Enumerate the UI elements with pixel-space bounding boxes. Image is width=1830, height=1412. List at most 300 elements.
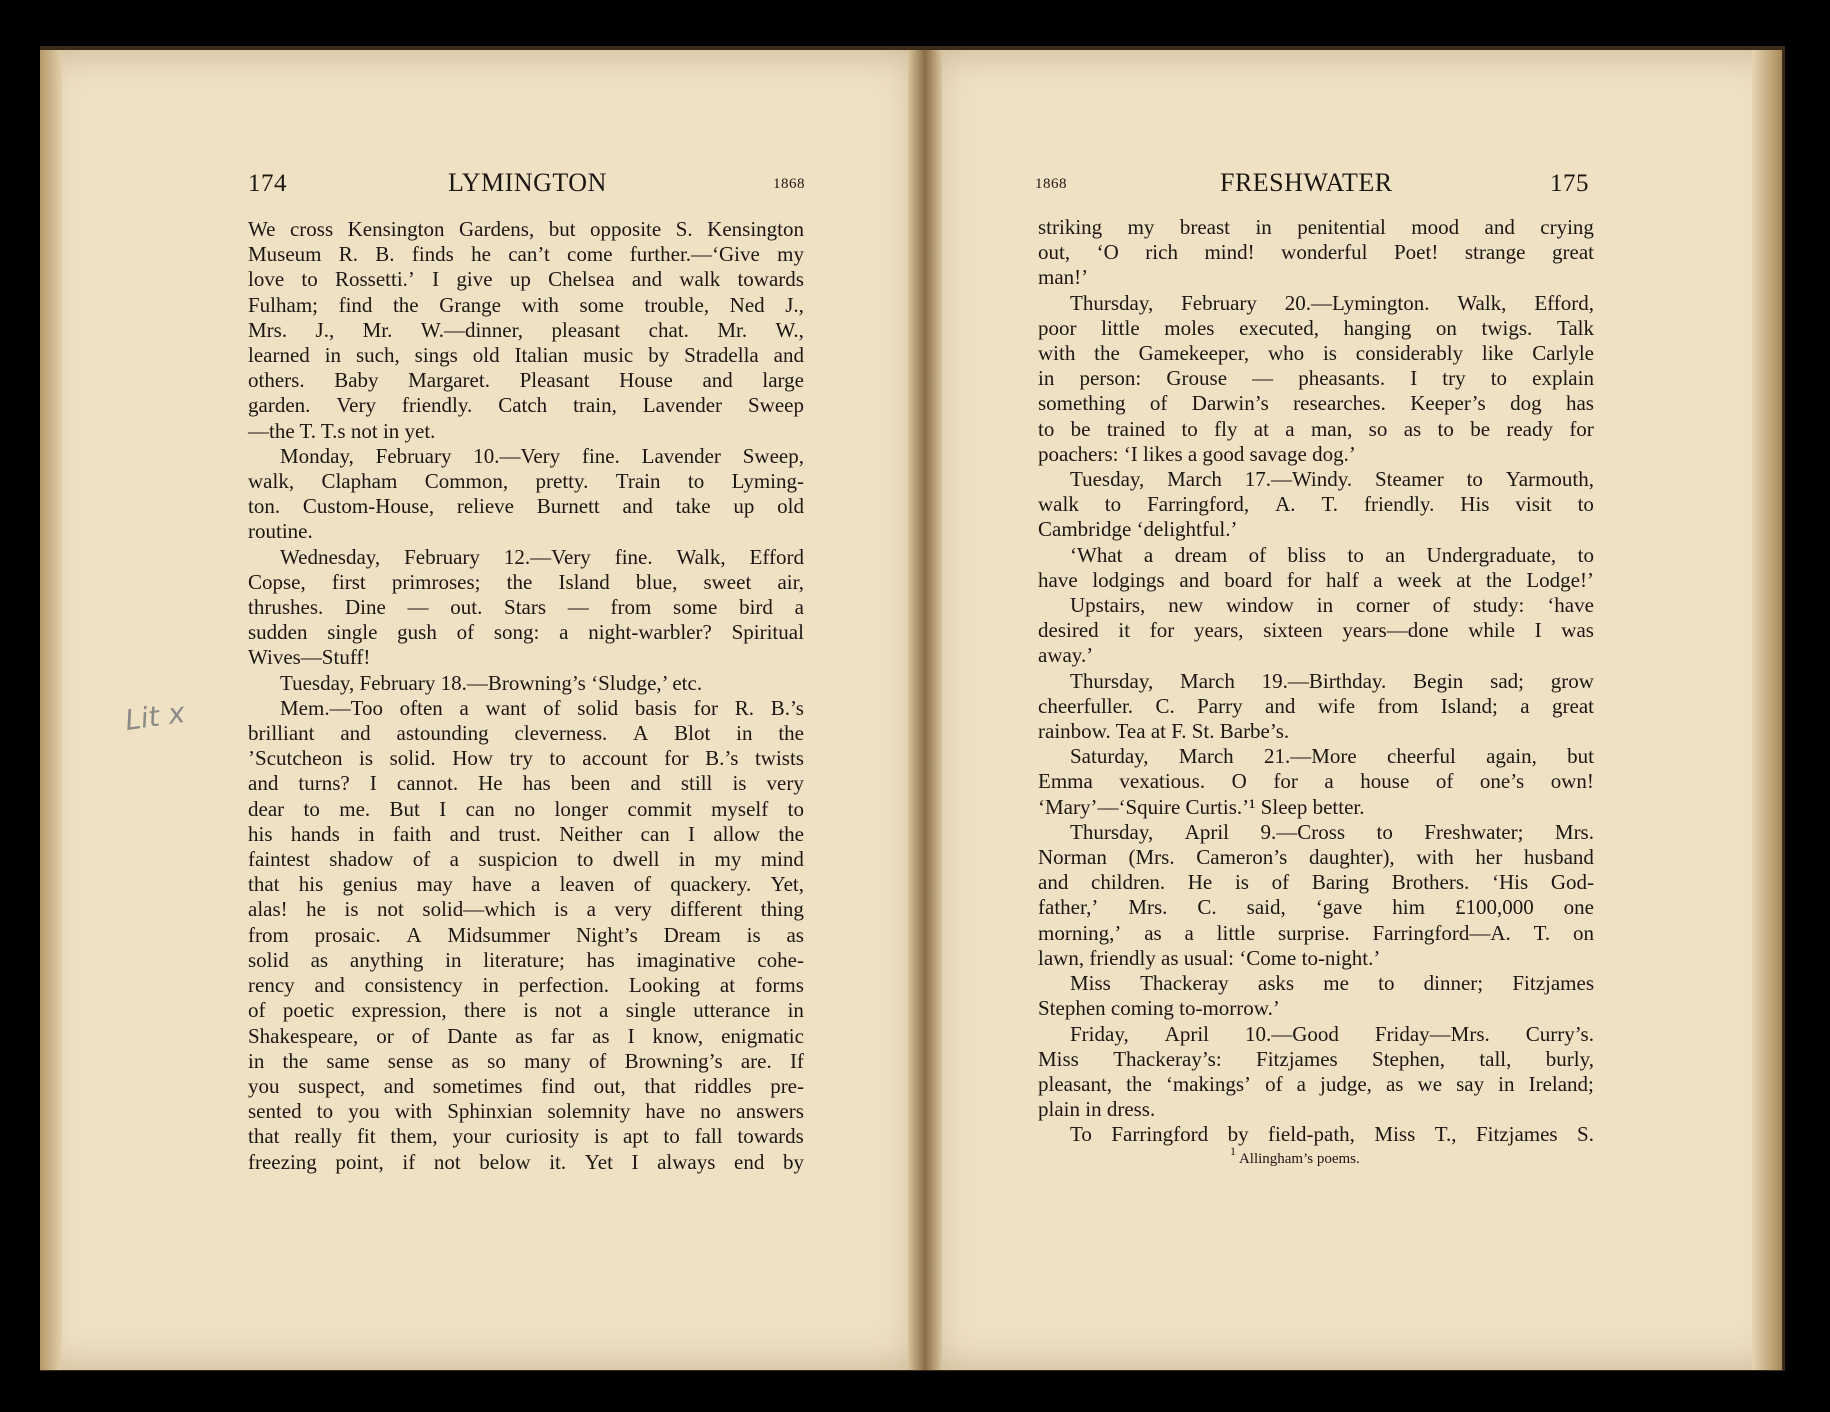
word: by — [782, 1149, 804, 1174]
word: to — [687, 469, 705, 494]
word: week — [1397, 567, 1442, 592]
text-line — [1038, 669, 1594, 694]
word: Friday, — [1070, 1021, 1129, 1046]
word: February — [404, 544, 480, 569]
word: quackery. — [670, 872, 752, 897]
word: relieve — [456, 494, 514, 519]
word: has — [1565, 391, 1594, 416]
word: ’Scutcheon — [248, 746, 343, 771]
word: 10.—Good — [1244, 1021, 1339, 1046]
word: walk — [1038, 492, 1079, 517]
word: in — [1316, 593, 1334, 618]
word: hanging — [1343, 315, 1412, 340]
word: the — [1486, 567, 1512, 592]
text-line — [1038, 467, 1594, 492]
word: pleasant — [551, 317, 621, 342]
word: walk — [679, 267, 721, 292]
word: I — [1410, 366, 1418, 391]
word: has — [586, 947, 615, 972]
word: Thursday, — [1070, 668, 1154, 693]
word: in — [736, 721, 753, 746]
word: strange — [1464, 240, 1526, 265]
word: Stephen, — [1372, 1046, 1445, 1071]
word: 17.—Windy. — [1244, 467, 1353, 492]
word: again, — [1486, 744, 1537, 769]
word: riddles — [694, 1073, 752, 1098]
word: in — [678, 847, 696, 872]
word: Miss — [1070, 971, 1111, 996]
word: bliss — [1287, 542, 1327, 567]
word: twigs. — [1481, 315, 1533, 340]
word: Very — [336, 393, 376, 418]
word: rich — [1145, 240, 1178, 265]
word: towards — [737, 1124, 804, 1149]
word: night-warbler? — [588, 620, 712, 645]
word: Fitzjames — [1512, 971, 1594, 996]
word: to — [1577, 492, 1594, 517]
word: he — [306, 897, 326, 922]
word: try — [1442, 366, 1466, 391]
word: great — [1552, 693, 1594, 718]
word: £100,000 — [1454, 895, 1534, 920]
word: not — [433, 1149, 461, 1174]
word: him — [1392, 895, 1425, 920]
word: a — [1143, 542, 1154, 567]
word: to — [787, 796, 804, 821]
word: Sweep, — [742, 443, 804, 468]
word: in — [1498, 1071, 1515, 1096]
word: Farringford—A. — [1372, 920, 1511, 945]
word: Gardens, — [458, 217, 535, 241]
word: my — [777, 242, 804, 267]
word: 21.—More — [1263, 744, 1357, 769]
word: to — [1038, 416, 1055, 441]
word: answers — [736, 1099, 804, 1124]
word: pretty. — [535, 469, 589, 494]
text-line — [1038, 593, 1594, 618]
word: Dream — [663, 922, 721, 947]
word: cohe- — [757, 947, 804, 972]
word: for — [1273, 769, 1298, 794]
word: Ned — [729, 292, 765, 317]
word: large — [762, 368, 804, 393]
word: Undergraduate, — [1426, 542, 1557, 567]
word: striking — [1038, 215, 1103, 239]
word: he — [471, 242, 491, 267]
text-line — [1038, 1122, 1594, 1147]
word: sad; — [1490, 668, 1524, 693]
word: my — [714, 847, 742, 872]
word: children. — [1091, 870, 1166, 895]
word: in — [1038, 366, 1055, 391]
word: trained — [1106, 416, 1166, 441]
word: Poet! — [1393, 240, 1439, 265]
word: said, — [1246, 895, 1286, 920]
word: 9.—Cross — [1260, 819, 1346, 844]
word: ‘makings’ — [1165, 1071, 1251, 1096]
word: thrushes. — [248, 595, 324, 620]
word: He — [1187, 870, 1213, 895]
word: Blot — [674, 721, 711, 746]
word: single — [327, 620, 378, 645]
word: fly — [1214, 416, 1238, 441]
word: that — [248, 1124, 280, 1149]
word: breast — [1179, 215, 1231, 239]
word: S. — [1577, 1122, 1594, 1147]
text-line — [1038, 240, 1594, 265]
text-line — [248, 545, 804, 570]
word: a — [1520, 693, 1530, 718]
word: Efford — [749, 544, 804, 569]
word: for — [693, 695, 719, 720]
word: no — [514, 796, 536, 821]
word: of — [1435, 769, 1454, 794]
word: in — [482, 973, 499, 998]
word: C. — [1197, 895, 1217, 920]
text-line — [1038, 366, 1594, 391]
word: is — [1322, 341, 1337, 366]
word: up — [509, 267, 531, 292]
word: longer — [554, 796, 609, 821]
word: to — [301, 267, 318, 292]
word: enigmatic — [721, 1023, 804, 1048]
word: I — [369, 771, 377, 796]
word: Carlyle — [1532, 341, 1594, 366]
text-line — [1038, 845, 1594, 870]
word: February — [1181, 290, 1257, 315]
word: moles — [1164, 315, 1215, 340]
word: Copse, — [248, 569, 306, 594]
word: April — [1164, 1021, 1209, 1046]
word: train, — [573, 393, 617, 418]
word: can — [640, 821, 670, 846]
word: crying — [1540, 215, 1594, 239]
word: ‘O — [1096, 240, 1119, 265]
word: March — [1178, 744, 1234, 769]
text-line — [1038, 870, 1594, 895]
text-line: Wives—Stuff! — [248, 645, 371, 670]
word: ‘His — [1491, 870, 1529, 895]
word: I — [432, 267, 440, 292]
word: Norman — [1038, 845, 1107, 870]
text-line: lawn, friendly as usual: ‘Come to-night.’ — [1038, 945, 1381, 970]
word: House — [619, 368, 673, 393]
word: morning,’ — [1038, 920, 1122, 945]
word: A — [406, 922, 422, 947]
word: literature; — [483, 947, 565, 972]
word: but — [548, 217, 576, 241]
word: R. — [734, 695, 754, 720]
word: I — [631, 1149, 639, 1174]
word: Sweep — [747, 393, 804, 418]
left-running-head — [248, 168, 808, 200]
word: of — [1248, 542, 1267, 567]
word: solid — [577, 695, 619, 720]
word: leaven — [559, 872, 615, 897]
word: Burnett — [536, 494, 600, 519]
word: the — [778, 821, 804, 846]
word: penitential — [1297, 215, 1386, 239]
word: Fitzjames — [1256, 1046, 1338, 1071]
word: can — [465, 796, 495, 821]
word: below — [479, 1149, 531, 1174]
word: a — [1296, 1071, 1306, 1096]
word: as — [1144, 920, 1162, 945]
word: finds — [411, 242, 454, 267]
word: utterance — [693, 998, 771, 1023]
word: Miss — [1038, 1046, 1079, 1071]
word: out. — [450, 595, 483, 620]
word: surprise. — [1277, 920, 1350, 945]
left-body-text — [248, 217, 804, 1175]
word: twists — [754, 746, 804, 771]
text-line: Cambridge ‘delightful.’ — [1038, 517, 1238, 542]
left-page-edge — [40, 50, 62, 1370]
text-line — [1038, 291, 1594, 316]
word: friendly. — [401, 393, 473, 418]
word: to — [1490, 366, 1508, 391]
word: gush — [397, 620, 437, 645]
word: of — [633, 872, 652, 897]
word: and — [248, 771, 279, 796]
word: Lavender — [641, 443, 721, 468]
word: Island; — [1440, 693, 1498, 718]
right-page-title: FRESHWATER — [1220, 168, 1393, 197]
word: O — [1231, 769, 1247, 794]
word: Island — [558, 569, 610, 594]
word: if — [402, 1149, 416, 1174]
word: I — [1534, 618, 1542, 643]
footnote-marker: 1 — [1230, 1144, 1236, 1158]
word: often — [399, 695, 443, 720]
word: so — [1368, 416, 1388, 441]
word: cleverness. — [514, 721, 608, 746]
word: little — [1216, 920, 1256, 945]
word: R. — [338, 242, 359, 267]
word: of — [456, 620, 475, 645]
word: Emma — [1038, 769, 1093, 794]
word: consistency — [364, 973, 463, 998]
word: years—done — [1342, 618, 1449, 643]
text-line — [248, 368, 804, 393]
word: A — [633, 721, 649, 746]
word: on — [1435, 315, 1457, 340]
word: Yarmouth, — [1505, 467, 1594, 492]
word: by — [1227, 1122, 1249, 1147]
text-line — [248, 343, 804, 368]
word: new — [1168, 593, 1204, 618]
word: music — [583, 343, 634, 368]
word: a — [1373, 567, 1383, 592]
text-line — [1038, 417, 1594, 442]
word: one — [1563, 895, 1594, 920]
word: an — [1385, 542, 1406, 567]
word: solid — [248, 947, 289, 972]
word: come — [567, 242, 613, 267]
word: Brothers. — [1391, 870, 1470, 895]
word: rency — [248, 973, 295, 998]
word: is — [746, 922, 761, 947]
word: desired — [1038, 618, 1099, 643]
word: hands — [290, 821, 340, 846]
text-line — [1038, 543, 1594, 568]
word: be — [1070, 416, 1091, 441]
word: Monday, — [280, 443, 354, 468]
right-page-number: 175 — [1550, 170, 1589, 197]
word: have — [472, 872, 512, 897]
word: as — [310, 947, 329, 972]
word: wonderful — [1281, 240, 1368, 265]
right-running-head — [1035, 168, 1595, 200]
word: from — [1377, 693, 1419, 718]
word: brilliant — [248, 721, 315, 746]
word: try — [509, 746, 533, 771]
word: Thursday, — [1070, 290, 1154, 315]
word: there — [464, 998, 506, 1023]
word: half — [1325, 567, 1359, 592]
word: cannot. — [396, 771, 459, 796]
word: of — [1265, 1071, 1283, 1096]
word: Midsummer — [447, 922, 551, 947]
word: a — [449, 847, 459, 872]
word: opposite — [590, 217, 662, 241]
word: no — [700, 1099, 722, 1124]
word: apt — [622, 1124, 649, 1149]
word: for — [1569, 416, 1594, 441]
word: Thackeray — [1140, 971, 1229, 996]
word: with — [521, 292, 559, 317]
word: sense — [387, 1048, 434, 1073]
word: me — [1323, 971, 1349, 996]
word: at — [1456, 567, 1472, 592]
word: poetic — [282, 998, 335, 1023]
word: A. — [1275, 492, 1296, 517]
word: be — [1470, 416, 1491, 441]
word: like — [1481, 341, 1514, 366]
word: Steamer — [1374, 467, 1444, 492]
text-line — [248, 1024, 804, 1049]
word: faintest — [248, 847, 310, 872]
word: to — [1378, 971, 1395, 996]
right-page-edge — [1752, 50, 1782, 1370]
word: a — [559, 620, 569, 645]
text-line — [248, 1099, 804, 1124]
text-line — [1038, 820, 1594, 845]
word: Dine — [344, 595, 386, 620]
word: mood — [1411, 215, 1460, 239]
word: may — [416, 872, 453, 897]
word: shadow — [329, 847, 394, 872]
word: love — [248, 267, 285, 292]
word: walk, — [248, 469, 295, 494]
word: a — [586, 897, 596, 922]
text-line — [1038, 744, 1594, 769]
text-line — [248, 393, 804, 418]
word: and — [1038, 870, 1069, 895]
word: some — [579, 292, 624, 317]
word: Fulham; — [248, 292, 319, 317]
word: not — [377, 897, 404, 922]
word: C. — [1155, 693, 1175, 718]
word: on — [1572, 920, 1594, 945]
word: J., — [785, 292, 804, 317]
word: field-path, — [1268, 1122, 1355, 1147]
word: Rossetti.’ — [335, 267, 415, 292]
word: very — [614, 897, 652, 922]
word: it. — [549, 1149, 567, 1174]
word: Mrs. — [1128, 895, 1168, 920]
text-line — [248, 897, 804, 922]
word: it — [1118, 618, 1131, 643]
word: Lyming- — [731, 469, 804, 494]
word: account — [582, 746, 648, 771]
word: to — [303, 796, 320, 821]
word: solid—which — [422, 897, 536, 922]
word: T., — [1434, 1122, 1457, 1147]
word: Curry’s. — [1525, 1021, 1594, 1046]
text-line — [1038, 341, 1594, 366]
word: have — [1038, 567, 1078, 592]
word: as — [1403, 416, 1422, 441]
word: ‘gave — [1315, 895, 1363, 920]
text-line — [248, 620, 804, 645]
word: really — [294, 1124, 343, 1149]
word: Train — [615, 469, 661, 494]
word: of — [1271, 870, 1290, 895]
word: while — [1468, 618, 1515, 643]
word: astounding — [396, 721, 489, 746]
word: and — [314, 973, 345, 998]
word: If — [789, 1048, 804, 1073]
word: February — [375, 443, 452, 468]
word: We — [248, 217, 276, 241]
word: in — [445, 947, 462, 972]
word: Looking — [628, 973, 701, 998]
word: to — [1347, 542, 1364, 567]
word: find — [338, 292, 373, 317]
word: ready — [1506, 416, 1553, 441]
text-line — [248, 1049, 804, 1074]
word: that — [248, 872, 280, 897]
word: poor — [1038, 315, 1077, 340]
word: faith — [392, 821, 432, 846]
word: blue, — [635, 569, 678, 594]
word: his — [248, 821, 273, 846]
word: Baring — [1311, 870, 1369, 895]
text-line — [248, 1150, 804, 1175]
word: dream — [1174, 542, 1228, 567]
word: 19.—Birthday. — [1261, 668, 1387, 693]
word: mind — [760, 847, 804, 872]
word: the — [1126, 1071, 1152, 1096]
word: window — [1226, 593, 1294, 618]
word: imaginative — [636, 947, 736, 972]
word: board — [1224, 567, 1273, 592]
left-page-number: 174 — [248, 170, 287, 197]
word: — — [407, 595, 429, 620]
left-page-year: 1868 — [773, 176, 805, 192]
word: solid. — [389, 746, 436, 771]
word: — — [1252, 366, 1274, 391]
word: Darwin’s — [1191, 391, 1269, 416]
word: old — [472, 343, 500, 368]
word: explain — [1532, 366, 1594, 391]
word: Margaret. — [408, 368, 490, 393]
word: expression, — [351, 998, 447, 1023]
word: dwell — [612, 847, 660, 872]
word: Italian — [514, 343, 569, 368]
word: But — [389, 796, 420, 821]
